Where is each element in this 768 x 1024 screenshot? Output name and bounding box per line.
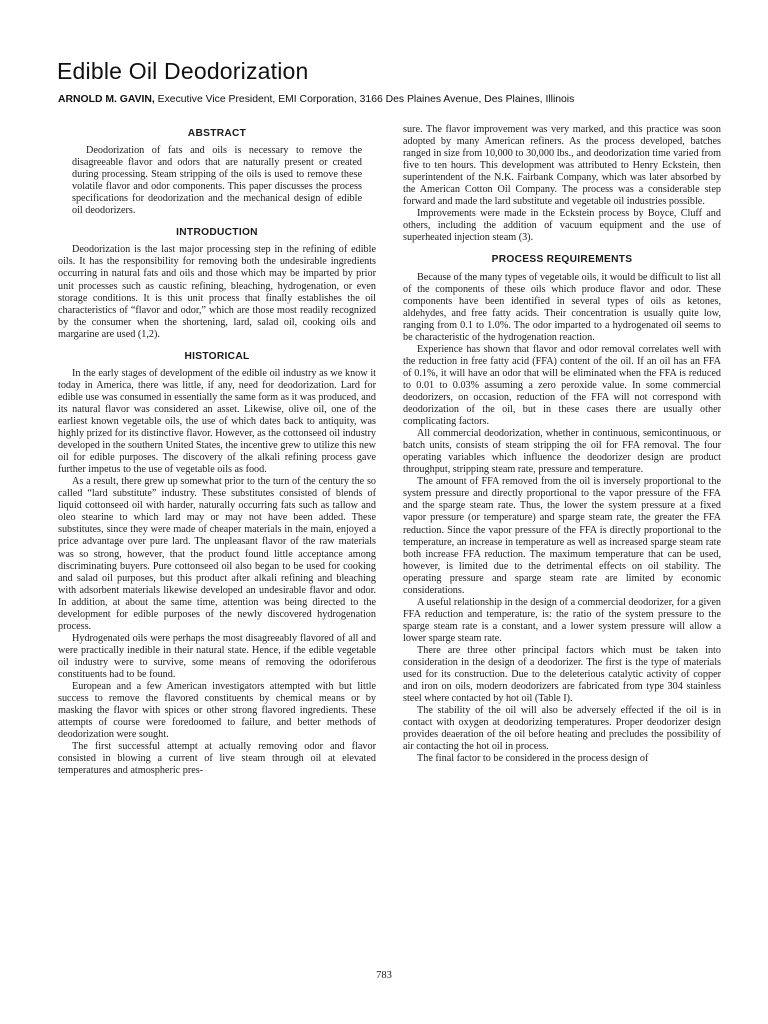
historical-paragraph: As a result, there grew up somewhat prior to the turn of the century the so called “lard substitute” industry. These substitutes consisted of blends of liquid cottonseed oil with harder, naturally occurring fats such as tallow and oleo stearine to which lard may or may not have been added. These substitutes, since they were made of cheaper materials in the main, enjoyed a price advantage over pure lard. The unpleasant flavor of the raw materials was so strong, however, that the product found little acceptance among discriminating buyers. Pure cottonseed oil also began to be used for cooking and salad oil purposes, but this product after alkali refining and bleaching with adsorbent materials likewise developed an undesirable flavor and odor. In addition, at about the same time, attention was being directed to the development for edible purposes of the newly discovered hydrogenation process. (58, 476, 376, 632)
process-paragraph: Experience has shown that flavor and odor removal correlates well with the reduction in free fatty acid (FFA) content of the oil. If an oil has an FFA of 0.1%, it will have an odor that will be eliminated when the FFA is reduced to 0.01 to 0.03% assuming a zero peroxide value. In some commercial deodorizers, on occasion, reduction of the FFA will not correspond with deodorization of the oil, but in these cases there are usually other complicating factors. (403, 343, 721, 428)
process-paragraph: Because of the many types of vegetable oils, it would be difficult to list all of the components of these oils which produce flavor and odor. These components have been identified in several types of oils as ketones, aldehydes, and free fatty acids. Their concentration is usually quite low, ranging from 0.1 to 1.0%. The odor imparted to a hydrogenated oil seems to be characteristic of the hydrogenation reaction. (403, 271, 721, 343)
left-column (58, 124, 376, 777)
historical-paragraph: In the early stages of development of the edible oil industry as we know it today in America, there was little, if any, need for deodorization. Lard for edible use was consumed in essentially the same form as it was produced, and its natural flavor was considered an asset. Likewise, olive oil, one of the earliest known vegetable oils, the use of which dates back to antiquity, was highly prized for its distinctive flavor. However, as the cottonseed oil industry developed in the southern United States, the incentive grew to utilize this new oil for edible purposes. The discovery of the alkali refining process gave further impetus to the use of vegetable oils as food. (58, 367, 376, 476)
process-paragraph: The final factor to be considered in the process design of (417, 753, 649, 765)
process-paragraph: The stability of the oil will also be adversely effected if the oil is in contact with oxygen at deodorizing temperatures. Proper deodorizer design provides deaeration of the oil before heating and precludes the possibility of air contacting the hot oil in process. (403, 705, 721, 753)
historical-paragraph: Hydrogenated oils were perhaps the most disagreeably flavored of all and were practically inedible in their natural state. Hence, if the edible vegetable oil industry were to survive, some means of removing the odoriferous constituents had to be found. (58, 632, 376, 680)
author-address: 3166 Des Plaines Avenue, Des Plaines, Illinois (356, 94, 575, 105)
right-column (403, 124, 721, 765)
process-paragraph: There are three other principal factors which must be taken into consideration in the design of a deodorizer. The first is the type of materials used for its construction. Due to the deleterious catalytic activity of copper and iron on oils, modern deodorizers are fabricated from type 304 stainless steel where contacted by hot oil (Table I). (403, 644, 721, 705)
introduction-paragraph: Deodorization is the last major processing step in the refining of edible oils. It has the responsibility for removing both the undesirable ingredients occurring in natural fats and oils and those which may be imparted by prior unit processes such as caustic refining, bleaching, hydrogenation, or even storage conditions. It is this unit process that finally establishes the oil characteristics of “flavor and odor,” which are those most readily recognized by the consumer when the shortening, lard, salad oil, cooking oils and margarine are used (1,2). (58, 244, 376, 340)
abstract-body (58, 145, 376, 217)
historical-continued-paragraph: Improvements were made in the Eckstein process by Boyce, Cluff and others, including the addition of vacuum equipment and the use of superheated injection steam (3). (403, 208, 721, 244)
abstract-text: Deodorization of fats and oils is necessary to remove the disagreeable flavor and odors that are naturally present or created during processing. Steam stripping of the oils is used to remove these volatile flavor and odor components. This paper discusses the process specifications for deodorization and the mechanical design of edible oil deodorizers. (72, 145, 362, 217)
introduction-heading: INTRODUCTION (176, 227, 258, 239)
page-number: 783 (376, 970, 392, 981)
historical-paragraph: European and a few American investigators attempted with but little success to remove the flavored constituents by chemical means or by masking the flavor with spices or other strong flavored ingredients. These attempts of course were foredoomed to failure, and better methods of deodorization were sought. (58, 681, 376, 741)
historical-heading: HISTORICAL (184, 350, 250, 362)
byline (58, 94, 738, 105)
process-paragraph: A useful relationship in the design of a commercial deodorizer, for a given FFA reduction and temperature, is: the ratio of the system pressure to the sparge steam rate is a constant, and a lower system pressure will allow a lower sparge steam rate. (403, 596, 721, 644)
abstract-heading: ABSTRACT (187, 128, 247, 139)
author-name: ARNOLD M. GAVIN, (58, 94, 155, 105)
process-paragraph: The amount of FFA removed from the oil is inversely proportional to the system pressure and directly proportional to the vapor pressure of the FFA and the sparge steam rate. Thus, the lower the system pressure at a fixed vapor pressure (or temperature) and sparge steam rate, the greater the FFA reduction. Since the vapor pressure of the FFA is directly proportional to the temperature, an increase in temperature as well as increased sparge steam rate both increase FFA reduction. The maximum temperature that can be used, however, is limited due to the detrimental effects on oil stability. The operating pressure and sparge steam rate are limited by economic considerations. (403, 476, 721, 596)
article-title: Edible Oil Deodorization (57, 58, 309, 84)
historical-continued-paragraph: sure. The flavor improvement was very marked, and this practice was soon adopted by many American refiners. As the process developed, batches ranged in size from 10,000 to 30,000 lbs., and deodorization time varied from five to ten hours. This development was attributed to Henry Eckstein, then superintendent of the N.K. Fairbank Company, which was later absorbed by the American Cotton Oil Company. The process was a considerable step forward and made the lard substitute and vegetable oil industries possible. (403, 124, 721, 208)
process-requirements-heading: PROCESS REQUIREMENTS (491, 254, 633, 266)
historical-paragraph: The first successful attempt at actually removing odor and flavor consisted in blowing a current of live steam through oil at elevated temperatures and atmospheric pres- (58, 741, 376, 777)
process-paragraph: All commercial deodorization, whether in continuous, semicontinuous, or batch units, consists of steam stripping the oil for FFA removal. The four operating variables which influence the deodorizer design are product throughput, stripping steam rate, pressure and temperature. (403, 428, 721, 476)
author-affiliation: Executive Vice President, EMI Corporation, (154, 94, 357, 105)
